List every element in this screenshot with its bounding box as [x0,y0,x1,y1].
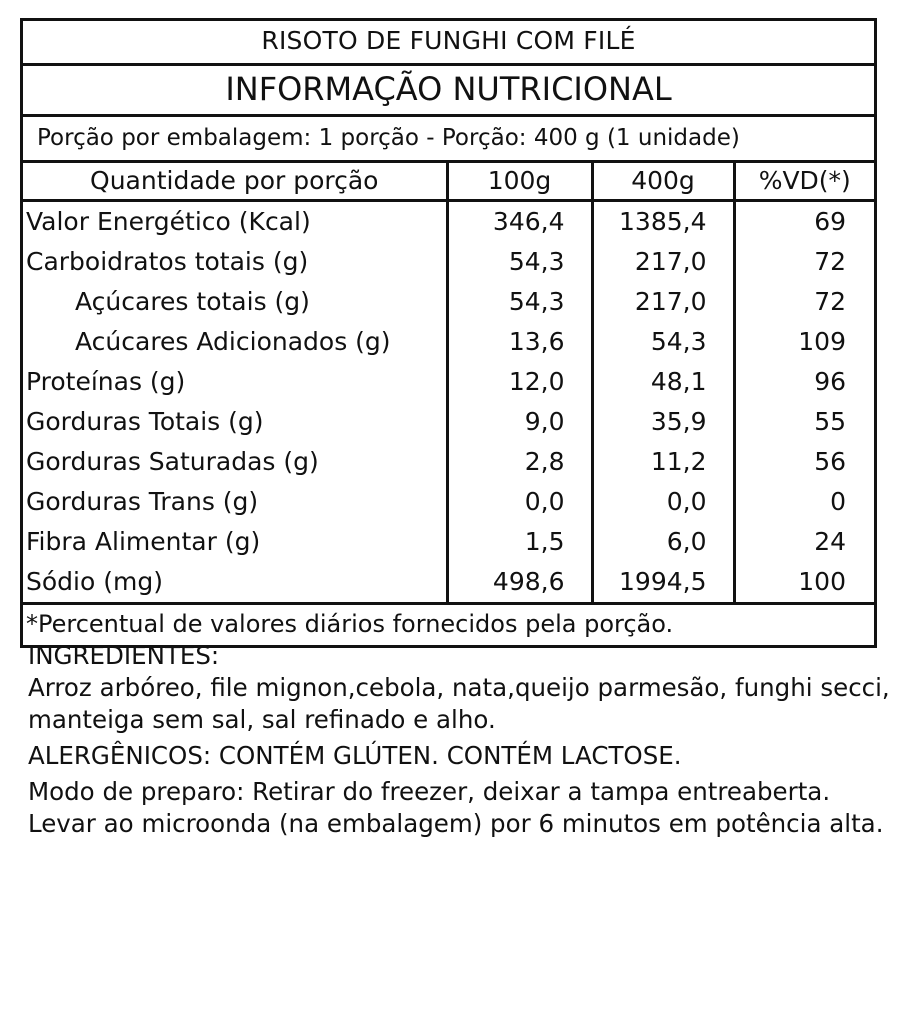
value-400g: 6,0 [592,522,734,562]
value-100g: 2,8 [447,442,592,482]
nutrient-name: Valor Energético (Kcal) [26,207,311,236]
value-vd: 96 [734,362,874,402]
value-100g: 54,3 [447,242,592,282]
value-vd: 109 [734,322,874,362]
value-400g: 54,3 [592,322,734,362]
nutrient-name: Açúcares totais (g) [75,287,310,316]
value-100g: 13,6 [447,322,592,362]
header-quantity-per-portion: Quantidade por porção [23,163,447,201]
nutrient-name: Gorduras Totais (g) [26,407,264,436]
value-400g: 1385,4 [592,201,734,243]
nutrient-name: Gorduras Trans (g) [26,487,259,516]
table-row [23,402,874,442]
nutrient-name: Fibra Alimentar (g) [26,527,261,556]
preparation-line-1: Modo de preparo: Retirar do freezer, deixar a tampa entreaberta. [28,777,831,806]
value-100g: 346,4 [447,201,592,243]
preparation-line-2: Levar ao microonda (na embalagem) por 6 minutos em potência alta. [28,809,884,838]
table-row [23,562,874,602]
value-100g: 9,0 [447,402,592,442]
nutrient-name: Proteínas (g) [26,367,186,396]
ingredients-line-1: Arroz arbóreo, file mignon,cebola, nata,queijo parmesão, funghi secci, [28,673,890,702]
value-400g: 217,0 [592,242,734,282]
value-100g: 54,3 [447,282,592,322]
table-row [23,242,874,282]
allergens-text: ALERGÊNICOS: CONTÉM GLÚTEN. CONTÉM LACTOSE. [28,741,682,770]
value-100g: 1,5 [447,522,592,562]
nutrition-table [23,163,874,602]
value-vd: 0 [734,482,874,522]
value-vd: 24 [734,522,874,562]
table-row [23,442,874,482]
nutrient-name: Acúcares Adicionados (g) [75,327,391,356]
table-row [23,201,874,243]
ingredients-line-2: manteiga sem sal, sal refinado e alho. [28,705,496,734]
value-vd: 100 [734,562,874,602]
value-400g: 48,1 [592,362,734,402]
table-row [23,482,874,522]
nutrient-name: Gorduras Saturadas (g) [26,447,319,476]
nutrition-title: INFORMAÇÃO NUTRICIONAL [23,66,874,117]
product-name: RISOTO DE FUNGHI COM FILÉ [23,21,874,66]
table-row [23,522,874,562]
value-400g: 0,0 [592,482,734,522]
portion-info: Porção por embalagem: 1 porção - Porção: 400 g (1 unidade) [23,117,874,163]
value-400g: 35,9 [592,402,734,442]
vd-footnote: *Percentual de valores diários fornecidos pela porção. [23,602,874,645]
value-vd: 72 [734,242,874,282]
product-details [28,640,918,840]
ingredients-heading: INGREDIENTES: [28,641,220,670]
table-header-row [23,163,874,201]
value-100g: 0,0 [447,482,592,522]
header-400g: 400g [592,163,734,201]
nutrition-facts-label [20,18,877,648]
table-row [23,322,874,362]
value-vd: 72 [734,282,874,322]
value-400g: 1994,5 [592,562,734,602]
value-vd: 69 [734,201,874,243]
header-100g: 100g [447,163,592,201]
table-row [23,362,874,402]
value-vd: 55 [734,402,874,442]
value-vd: 56 [734,442,874,482]
header-vd: %VD(*) [734,163,874,201]
value-400g: 11,2 [592,442,734,482]
nutrient-name: Sódio (mg) [26,567,163,596]
value-400g: 217,0 [592,282,734,322]
table-row [23,282,874,322]
value-100g: 498,6 [447,562,592,602]
value-100g: 12,0 [447,362,592,402]
nutrient-name: Carboidratos totais (g) [26,247,309,276]
